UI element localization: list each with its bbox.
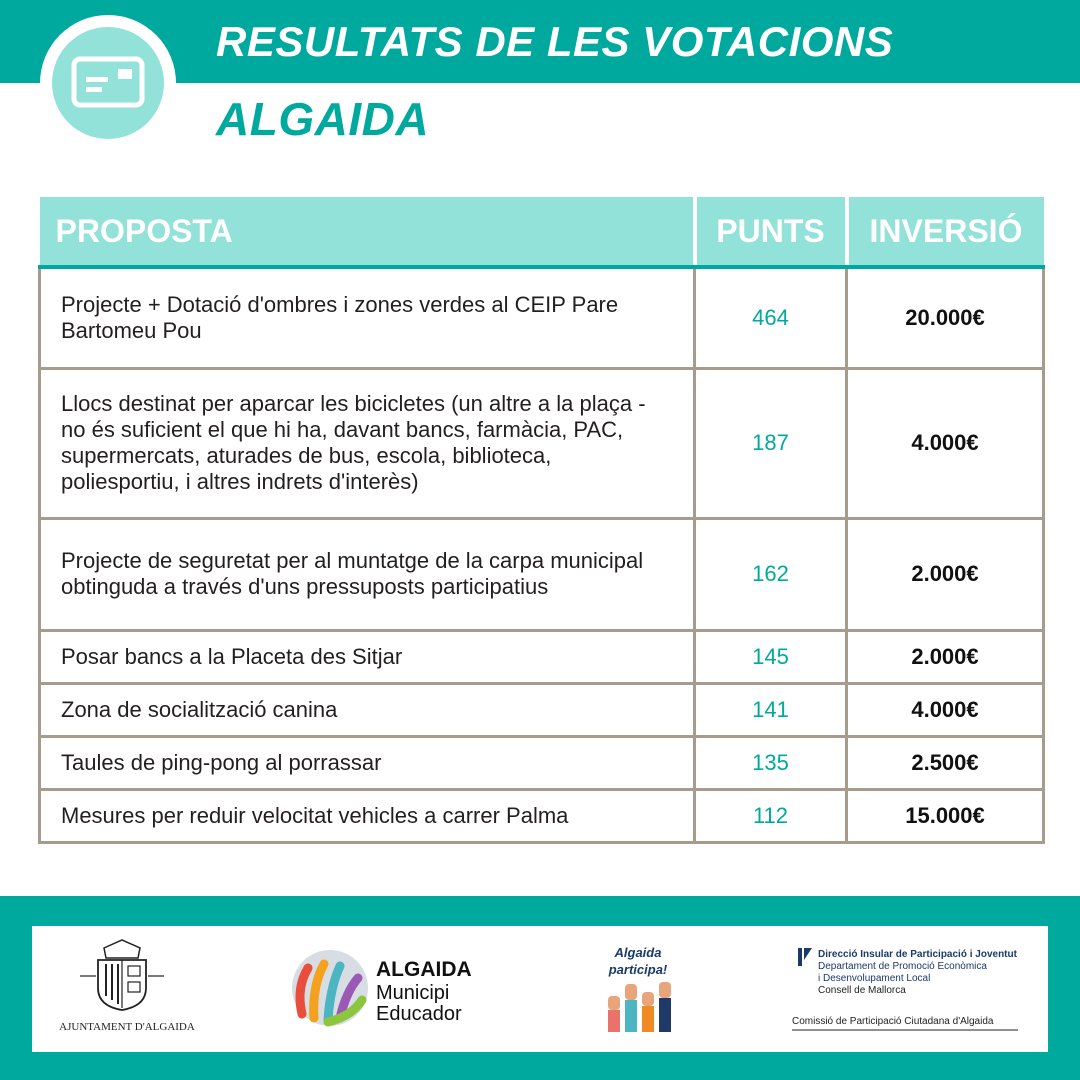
table-row xyxy=(40,368,1044,518)
table-row xyxy=(40,789,1044,842)
investment-cell: 2.000€ xyxy=(847,630,1044,683)
table-row xyxy=(40,267,1044,368)
participa-line1: Algaida xyxy=(614,945,662,960)
consell-line1: Direcció Insular de Participació i Joventut xyxy=(818,949,1017,960)
educador-line3: Educador xyxy=(376,1003,462,1025)
proposal-cell: Llocs destinat per aparcar les bicicletes (un altre a la plaça - no és suficient el que hi ha, davant bancs, farmàcia, PAC, supermercats, aturades de bus, escola, biblioteca, poliesportiu, i altres indrets d'interès) xyxy=(40,368,695,518)
municipi-educador-logo xyxy=(292,950,368,1026)
points-cell: 464 xyxy=(695,267,847,368)
page-subtitle: ALGAIDA xyxy=(216,93,430,145)
proposal-cell: Zona de socialització canina xyxy=(40,683,695,736)
comissio-text: Comissió de Participació Ciutadana d'Algaida xyxy=(792,1016,994,1027)
proposal-cell: Posar bancs a la Placeta des Sitjar xyxy=(40,630,695,683)
investment-cell: 20.000€ xyxy=(847,267,1044,368)
ajuntament-crest-logo xyxy=(80,940,164,1010)
investment-cell: 2.000€ xyxy=(847,518,1044,630)
participa-line2: participa! xyxy=(608,962,668,977)
column-header-proposal: PROPOSTA xyxy=(40,197,695,267)
investment-cell: 2.500€ xyxy=(847,736,1044,789)
consell-line2: Departament de Promoció Econòmica xyxy=(818,961,987,972)
results-table xyxy=(38,197,1045,844)
table-row xyxy=(40,518,1044,630)
proposal-cell: Projecte + Dotació d'ombres i zones verdes al CEIP Pare Bartomeu Pou xyxy=(40,267,695,368)
ballot-card-icon xyxy=(52,27,164,139)
table-row xyxy=(40,630,1044,683)
logo-strip xyxy=(32,926,1048,1052)
proposal-cell: Projecte de seguretat per al muntatge de la carpa municipal obtinguda a través d'uns pressuposts participatius xyxy=(40,518,695,630)
proposal-cell: Taules de ping-pong al porrassar xyxy=(40,736,695,789)
investment-cell: 4.000€ xyxy=(847,683,1044,736)
page-title: RESULTATS DE LES VOTACIONS xyxy=(216,18,894,65)
points-cell: 112 xyxy=(695,789,847,842)
column-header-investment: INVERSIÓ xyxy=(847,197,1044,267)
points-cell: 187 xyxy=(695,368,847,518)
points-cell: 135 xyxy=(695,736,847,789)
column-header-points: PUNTS xyxy=(695,197,847,267)
table-row xyxy=(40,736,1044,789)
investment-cell: 15.000€ xyxy=(847,789,1044,842)
proposal-cell: Mesures per reduir velocitat vehicles a carrer Palma xyxy=(40,789,695,842)
ajuntament-name: AJUNTAMENT D'ALGAIDA xyxy=(59,1021,195,1033)
investment-cell: 4.000€ xyxy=(847,368,1044,518)
table-row xyxy=(40,683,1044,736)
educador-line2: Municipi xyxy=(376,982,450,1004)
table-header-row xyxy=(40,197,1044,267)
consell-line4: Consell de Mallorca xyxy=(818,985,906,996)
raised-hands-icon xyxy=(608,982,671,1032)
educador-line1: ALGAIDA xyxy=(376,958,472,981)
consell-mallorca-logo xyxy=(798,948,812,966)
points-cell: 145 xyxy=(695,630,847,683)
consell-line3: i Desenvolupament Local xyxy=(818,973,931,984)
points-cell: 141 xyxy=(695,683,847,736)
points-cell: 162 xyxy=(695,518,847,630)
